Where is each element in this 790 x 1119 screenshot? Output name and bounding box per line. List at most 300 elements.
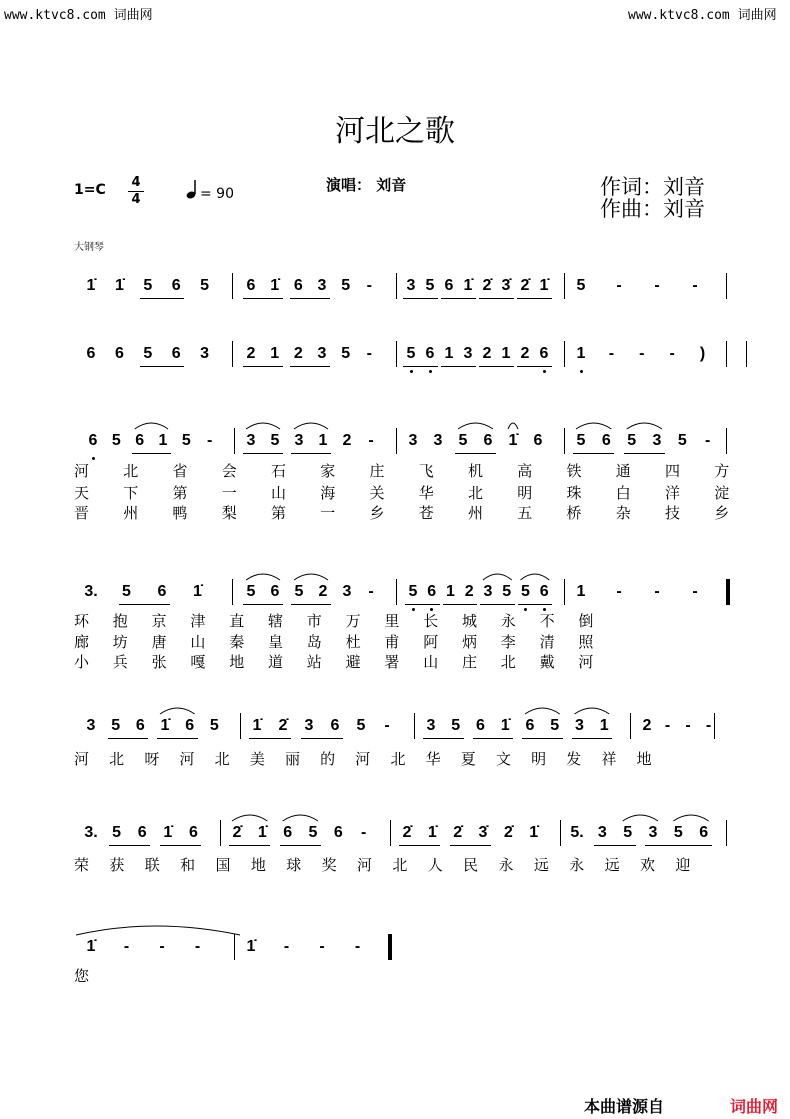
note: 3. [84,583,98,600]
lyric-char: 河 [357,856,373,874]
dash: - [669,345,675,362]
watermark-right: www.ktvc8.com 词曲网 [628,8,777,23]
beam-underline [441,366,476,367]
dash: - [123,938,130,955]
lyric-char: 北 [390,750,406,768]
beam-underline [119,604,171,605]
source-site-logo: 词曲网 [730,1097,779,1116]
note: 6 [525,717,535,734]
lyric-char: 乡 [369,504,385,522]
lyric-char: 山 [270,484,286,502]
note: 3 [342,583,352,600]
slur [673,815,708,821]
lyric-char: 坊 [112,633,128,651]
beam-underline [243,453,283,454]
score-row [74,939,734,959]
note: 5 [521,583,530,600]
note: 3 [86,717,96,734]
note: 3. [84,824,98,841]
lyric-char: 飞 [418,462,434,480]
lyric-char: 鸭 [172,504,188,522]
beam-underline [522,738,563,739]
note: 6 [533,432,543,449]
time-numerator: 4 [131,175,141,190]
lyric-char: 嘎 [190,653,206,671]
lyric-char: 地 [229,653,245,671]
dash: - [360,824,367,841]
dash: - [368,583,374,600]
note: 3 [426,717,436,734]
note: 2̇ [232,824,242,841]
note: 1̇ [252,717,262,734]
note: 1̇ [257,824,267,841]
lyric-char: 直 [229,612,245,630]
note: 1 [446,583,455,600]
note: 1 [576,345,586,362]
note: 1 [318,432,328,449]
lyric-char: 高 [517,462,533,480]
lyric-char: 民 [463,856,479,874]
source-label: 本曲谱源自 [584,1097,665,1116]
tie [76,926,240,935]
beam-underline [291,604,331,605]
lyric-char: 梨 [221,504,237,522]
note: 5 [112,824,122,841]
note: 6 [601,432,611,449]
octave-dot [524,608,527,611]
note: 6 [246,277,256,294]
note: 6 [293,277,303,294]
lyric-char: 会 [221,462,237,480]
beam-underline [405,604,440,605]
lyric-char: 万 [345,612,361,630]
note: 6 [539,345,549,362]
lyric-char: 杜 [345,633,361,651]
lyric-char: 国 [215,856,231,874]
note: 5 [143,345,153,362]
note: 5 [270,432,280,449]
slur [135,423,168,429]
lyric-char: 夏 [460,750,476,768]
note: 1 [444,345,454,362]
note: 3̇ [478,824,488,841]
beam-underline [518,604,553,605]
beam-underline [450,845,491,846]
slur-layer [74,433,734,453]
slur [575,708,610,714]
lyric-char: 城 [462,612,478,630]
lyric-char: 倒 [578,612,594,630]
lyric-char: 辖 [268,612,284,630]
lyric-char: 的 [320,750,336,768]
note: 6 [188,824,198,841]
beam-underline [243,604,283,605]
note: 1̇ [539,277,549,294]
lyric-char: 海 [320,484,336,502]
note: 5 [356,717,366,734]
note: 3 [652,432,662,449]
note: 3 [575,717,584,734]
note: 2 [342,432,352,449]
lyric-char: 北 [123,462,139,480]
note: 5 [576,277,586,294]
note: 1̇ [246,938,256,955]
lyric-char: 京 [151,612,167,630]
lyric-char: 山 [190,633,206,651]
beam-underline [479,366,514,367]
beam-underline [403,298,438,299]
beam-underline [249,738,291,739]
note: 1̇ [86,277,96,294]
slur [521,574,550,580]
score-row [74,584,734,604]
time-signature [128,176,144,207]
lyric-char: 远 [604,856,620,874]
beam-underline [517,366,552,367]
beam-underline [132,453,171,454]
note: 6 [86,345,96,362]
note: 6 [427,583,437,600]
dash: - [384,717,390,734]
lyric-char: 晋 [74,504,90,522]
note: 5 [122,583,131,600]
lyric-char: 州 [467,504,483,522]
lyric-char: 文 [495,750,511,768]
lyric-char: 长 [423,612,439,630]
lyricist-credit: 作词：刘音 [600,175,705,199]
note: 6 [157,583,167,600]
octave-dot [543,608,546,611]
note: 2 [246,345,256,362]
lyric-char: 永 [500,612,516,630]
lyric-char: 站 [306,653,322,671]
beam-underline [473,738,514,739]
beam-underline [441,298,476,299]
note: 3 [294,432,304,449]
lyric-char: 珠 [566,484,582,502]
lyric-char: 白 [615,484,631,502]
lyric-char: 明 [531,750,547,768]
lyric-char: 洋 [664,484,680,502]
note: 6 [283,824,293,841]
lyric-char: 地 [636,750,652,768]
lyric-char: 山 [423,653,439,671]
note: 6 [270,583,280,600]
dash: - [194,938,201,955]
lyric-line [74,857,694,873]
beam-underline [572,738,613,739]
note: 1̇ [86,938,96,955]
singer-label: 演唱 [326,176,357,194]
dash: - [704,432,711,449]
dash: - [159,938,165,955]
note: 2 [520,345,530,362]
lyric-char: 四 [664,462,680,480]
beam-underline [403,366,438,367]
lyric-char: 不 [539,612,555,630]
note: 3 [200,345,210,362]
beam-underline [479,298,514,299]
lyric-char: 张 [151,653,167,671]
note: 3 [648,824,658,841]
lyric-char: 秦 [229,633,245,651]
lyric-char: 市 [306,612,322,630]
lyric-char: 杂 [615,504,631,522]
beam-underline [108,738,149,739]
note: 5 [341,345,351,362]
note: 5 [425,277,435,294]
lyric-char: 荣 [74,856,90,874]
note: 3 [483,583,493,600]
note: 5 [341,277,351,294]
lyric-char: 唐 [151,633,167,651]
slur-layer [74,825,734,845]
note: 6 [330,717,340,734]
lyric-char: 河 [74,750,90,768]
note: 6 [699,824,709,841]
lyric-char: 迎 [675,856,691,874]
slur [508,423,518,429]
slur-layer [74,718,734,738]
score-row [74,825,734,845]
dash: - [664,717,671,734]
note: 3 [317,277,327,294]
note: 2 [318,583,328,600]
note: 3 [246,432,256,449]
octave-dot [430,608,433,611]
lyric-char: 奖 [321,856,337,874]
slur [246,423,280,429]
note: 2 [482,345,492,362]
slur [294,574,328,580]
lyric-char: 环 [74,612,90,630]
note: 5 [673,824,683,841]
note: 1 [576,583,586,600]
lyric-char: 联 [144,856,160,874]
lyric-char: 桥 [566,504,582,522]
note: 1̇ [500,717,510,734]
lyric-char: 道 [268,653,284,671]
beam-underline [399,845,440,846]
dash: - [608,345,615,362]
dash: - [616,277,622,294]
note: 3 [463,345,473,362]
lyric-char: 北 [392,856,408,874]
lyric-line [74,968,94,984]
slur [283,815,318,821]
lyric-char: 铁 [566,462,582,480]
note: 3 [406,277,416,294]
beam-underline [455,453,496,454]
note: 5 [623,824,633,841]
note: 2̇ [520,277,530,294]
lyric-char: 河 [179,750,195,768]
beam-underline [443,604,478,605]
lyric-char: 天 [74,484,90,502]
barline [746,341,747,367]
octave-dot [580,370,583,373]
dash: - [685,717,691,734]
lyric-char: 皇 [268,633,284,651]
octave-dot [92,457,95,460]
lyric-char: 照 [578,633,594,651]
lyric-char: 一 [221,484,237,502]
dash: - [705,717,712,734]
lyric-char: 欢 [640,856,656,874]
lyric-char: 苍 [418,504,434,522]
dash: - [639,345,645,362]
beam-underline [291,453,331,454]
lyric-char: 和 [180,856,196,874]
lyric-char: 北 [467,484,483,502]
key-signature: 1=C [74,182,106,198]
note: 5 [627,432,637,449]
slur-layer [74,939,734,959]
note: 6 [425,345,435,362]
beam-underline [109,845,151,846]
octave-dot [410,370,413,373]
note: 5 [294,583,304,600]
lyric-line [74,463,734,479]
dash: - [654,277,660,294]
lyric-char: 华 [425,750,441,768]
lyric-char: 阿 [423,633,439,651]
note: 3̇ [501,277,511,294]
note: 5 [408,583,418,600]
note: 6 [483,432,493,449]
lyric-char: 甫 [384,633,400,651]
lyric-char: 人 [427,856,443,874]
lyric-char: 北 [109,750,125,768]
note: 6 [88,432,98,449]
lyric-char: 您 [74,967,90,985]
note: 5 [308,824,318,841]
note: 1̇ [508,432,518,449]
lyric-char: 明 [517,484,533,502]
note: 6 [135,432,145,449]
note: 1 [270,345,280,362]
watermark-left: www.ktvc8.com 词曲网 [4,8,153,23]
lyric-char: 家 [320,462,336,480]
composer-credit: 作曲：刘音 [600,197,705,221]
lyric-char: 小 [74,653,90,671]
lyric-char: 远 [533,856,549,874]
slur-layer [74,584,734,604]
lyric-line [74,485,734,501]
lyric-char: 李 [500,633,516,651]
note: 2̇ [402,824,412,841]
beam-underline [157,738,198,739]
note: 6 [135,717,145,734]
note: 2̇ [278,717,288,734]
beam-underline [140,366,184,367]
lyric-line [74,613,594,629]
note: 1̇ [463,277,473,294]
note: 6 [137,824,147,841]
lyric-char: 州 [123,504,139,522]
beam-underline [140,298,184,299]
score-row [74,278,734,298]
instrument-label: 大钢琴 [74,242,104,253]
note: 6 [476,717,485,734]
lyric-char: 避 [345,653,361,671]
note: 1̇ [427,824,437,841]
beam-underline [573,453,614,454]
lyric-char: 获 [109,856,125,874]
note: 1 [501,345,511,362]
quarter-note-icon [186,178,200,200]
lyric-char: 地 [250,856,266,874]
lyric-char: 华 [418,484,434,502]
lyric-line [74,505,734,521]
note: 1̇ [163,824,173,841]
singer-line: 演唱： 刘音 [326,176,407,194]
slur [458,423,493,429]
note: 6 [171,277,181,294]
lyric-char: 岛 [306,633,322,651]
lyric-char: 兵 [112,653,128,671]
lyric-char: 廊 [74,633,90,651]
score-row [74,718,734,738]
lyric-char: 通 [615,462,631,480]
beam-underline [290,298,330,299]
lyric-char: 技 [664,504,680,522]
beam-underline [243,366,283,367]
dash: - [319,938,325,955]
slur-layer [74,346,734,366]
note: ) [699,345,706,362]
slur [627,423,662,429]
lyric-char: 戴 [539,653,555,671]
octave-dot [543,370,546,373]
note: 1̇ [160,717,170,734]
beam-underline [290,366,330,367]
note: 5 [143,277,153,294]
slur [623,815,658,821]
lyric-char: 淀 [714,484,730,502]
lyric-char: 炳 [462,633,478,651]
note: 6 [171,345,181,362]
note: 2̇ [503,824,513,841]
dash: - [692,277,698,294]
lyric-char: 乡 [714,504,730,522]
score-row [74,433,734,453]
singer-name: 刘音 [376,176,407,194]
beam-underline [670,845,711,846]
lyric-line [74,634,594,650]
lyric-char: 机 [467,462,483,480]
note: 2̇ [453,824,463,841]
lyric-line [74,751,654,767]
note: 5 [111,432,121,449]
beam-underline [480,604,515,605]
lyric-char: 北 [500,653,516,671]
lyric-char: 第 [172,484,188,502]
lyric-char: 省 [172,462,188,480]
dash: - [366,277,372,294]
beam-underline [301,738,343,739]
lyric-char: 五 [517,504,533,522]
lyric-char: 永 [498,856,514,874]
note: 3 [433,432,443,449]
lyric-char: 庄 [462,653,478,671]
lyric-char: 署 [384,653,400,671]
lyric-char: 清 [539,633,555,651]
slur [246,574,280,580]
lyric-char: 庄 [369,462,385,480]
lyric-char: 石 [270,462,286,480]
note: 6 [185,717,195,734]
